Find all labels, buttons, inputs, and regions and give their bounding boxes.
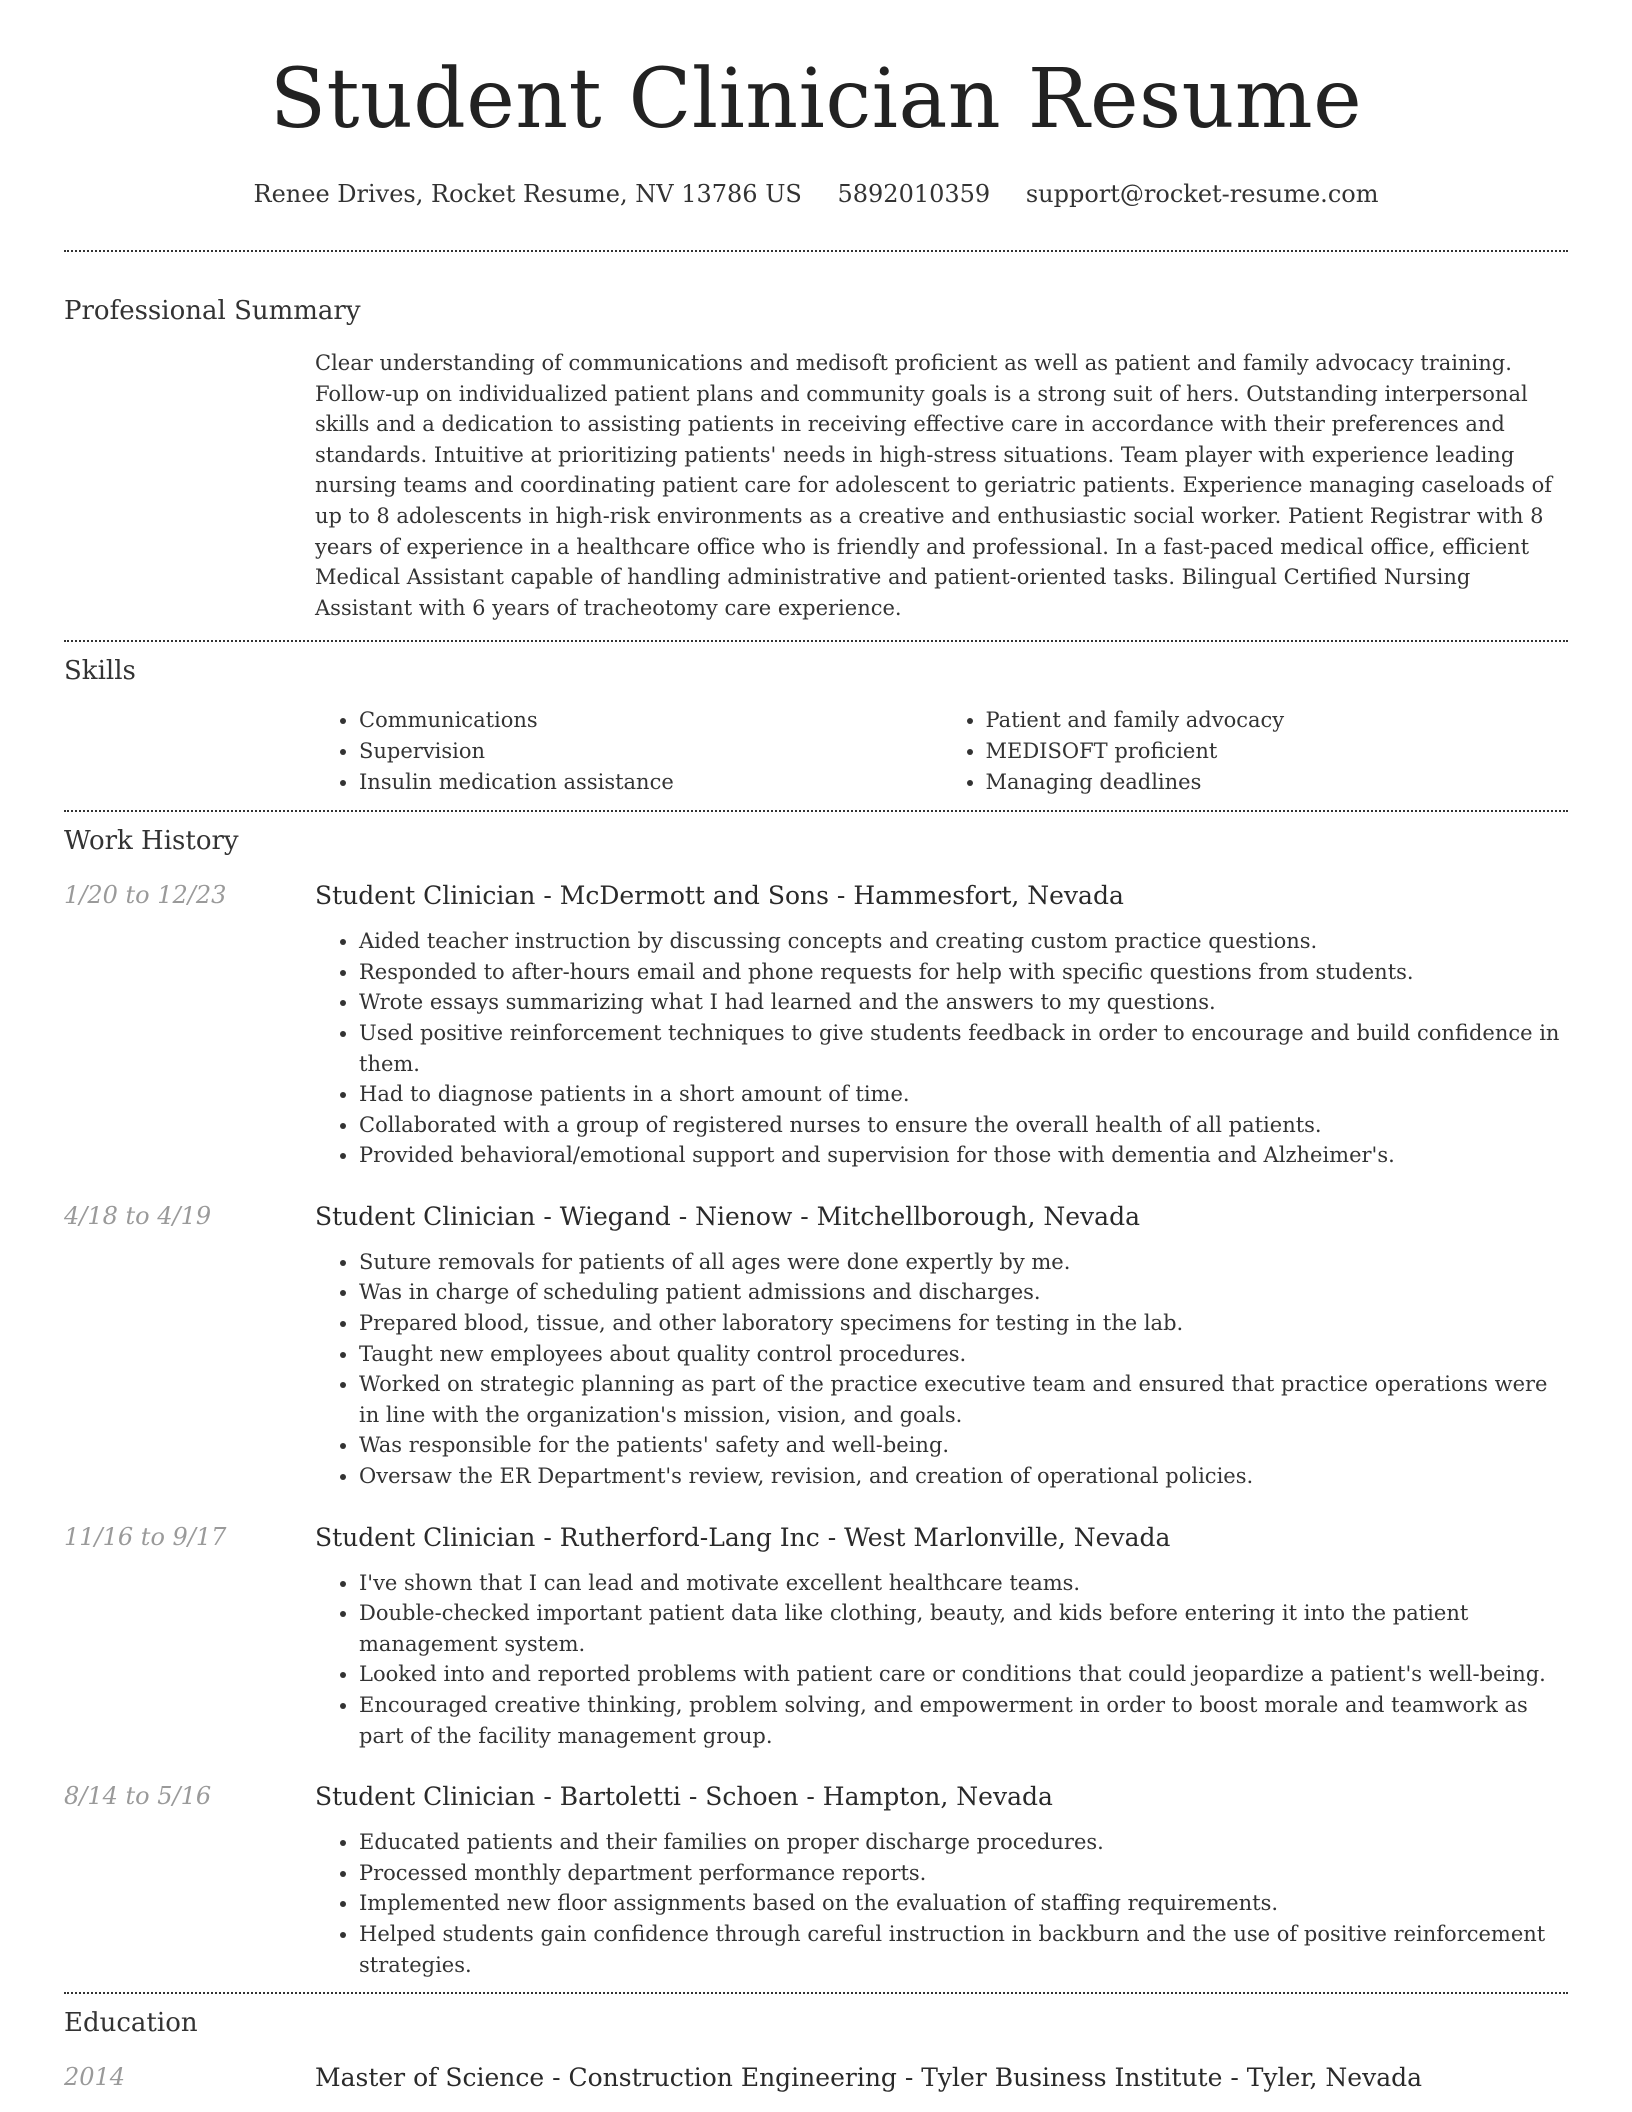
education-title: Master of Science - Construction Engineering - Tyler Business Institute - Tyler, Nevada: [315, 2063, 1423, 2093]
contact-address: Renee Drives, Rocket Resume, NV 13786 US: [253, 180, 802, 208]
job-bullet: • Encouraged creative thinking, problem solving, and empowerment in order to boost morale and teamwork as part of the facility management group.: [359, 1690, 1568, 1751]
job-bullet: • Looked into and reported problems with patient care or conditions that could jeopardize a patient's well-being.: [359, 1659, 1568, 1690]
job-title: Student Clinician - Wiegand - Nienow - Mitchellborough, Nevada: [315, 1201, 1140, 1231]
job-bullet: • Aided teacher instruction by discussing concepts and creating custom practice questions.: [359, 926, 1568, 957]
job-bullet: • Was in charge of scheduling patient admissions and discharges.: [359, 1277, 1568, 1308]
education-entry: [64, 2062, 1568, 2094]
summary-text: Clear understanding of communications and medisoft proficient as well as patient and family advocacy training. Follow-up on individualized patient plans and community goals is a strong suit of hers. Outstanding interpersonal skills and a dedication to assisting patients in receiving effective care in accordance with their preferences and standards. Intuitive at prioritizing patients' needs in high-stress situations. Team player with experience leading nursing teams and coordinating patient care for adolescent to geriatric patients. Experience managing caseloads of up to 8 adolescents in high-risk environments as a creative and enthusiastic social worker. Patient Registrar with 8 years of experience in a healthcare office who is friendly and professional. In a fast-paced medical office, efficient Medical Assistant capable of handling administrative and patient-oriented tasks. Bilingual Certified Nursing Assistant with 6 years of tracheotomy care experience.: [315, 351, 1553, 620]
contact-phone: 5892010359: [837, 180, 991, 208]
contact-line: [64, 178, 1568, 210]
skills-list: [315, 705, 1568, 797]
job-bullet: • Implemented new floor assignments based on the evaluation of staffing requirements.: [359, 1888, 1568, 1919]
job-entry: [64, 1781, 1568, 1980]
resume-title: Student Clinician Resume: [269, 52, 1363, 147]
summary-section: [64, 294, 1568, 623]
job-bullet: • Processed monthly department performance reports.: [359, 1858, 1568, 1889]
divider: [64, 810, 1568, 812]
job-bullet: • Used positive reinforcement techniques to give students feedback in order to encourage and build confidence in them.: [359, 1018, 1568, 1079]
job-bullet: • Was responsible for the patients' safety and well-being.: [359, 1430, 1568, 1461]
job-bullet: • Had to diagnose patients in a short amount of time.: [359, 1079, 1568, 1110]
skill-item: • Communications: [359, 705, 942, 736]
job-bullet: • Worked on strategic planning as part of the practice executive team and ensured that practice operations were in line with the organization's mission, vision, and goals.: [359, 1369, 1568, 1430]
job-bullet: • Responded to after-hours email and phone requests for help with specific questions from students.: [359, 957, 1568, 988]
job-title: Student Clinician - Bartoletti - Schoen - Hampton, Nevada: [315, 1782, 1053, 1812]
skills-column-left: [315, 705, 942, 797]
job-title: Student Clinician - McDermott and Sons - Hammesfort, Nevada: [315, 881, 1124, 911]
education-section: [64, 2006, 1568, 2094]
skill-item: • Patient and family advocacy: [986, 705, 1569, 736]
education-year: 2014: [64, 2063, 126, 2092]
job-dates: 4/18 to 4/19: [64, 1201, 212, 1230]
resume-page: [64, 0, 1568, 2094]
skill-item: • Managing deadlines: [986, 767, 1569, 798]
job-bullet: • Prepared blood, tissue, and other laboratory specimens for testing in the lab.: [359, 1308, 1568, 1339]
job-entry: [64, 1201, 1568, 1492]
job-bullets: [315, 926, 1568, 1171]
job-bullet: • Double-checked important patient data like clothing, beauty, and kids before entering it into the patient management system.: [359, 1598, 1568, 1659]
work-history-section: [64, 824, 1568, 1980]
divider: [64, 250, 1568, 252]
job-bullet: • Provided behavioral/emotional support and supervision for those with dementia and Alzheimer's.: [359, 1140, 1568, 1171]
skill-item: • MEDISOFT proficient: [986, 736, 1569, 767]
job-entry: [64, 880, 1568, 1171]
skill-item: • Supervision: [359, 736, 942, 767]
divider: [64, 640, 1568, 642]
job-bullet: • Oversaw the ER Department's review, revision, and creation of operational policies.: [359, 1461, 1568, 1492]
contact-email: support@rocket-resume.com: [1025, 180, 1379, 208]
job-bullet: • Collaborated with a group of registered nurses to ensure the overall health of all patients.: [359, 1110, 1568, 1141]
job-bullets: [315, 1568, 1568, 1752]
job-bullet: • I've shown that I can lead and motivate excellent healthcare teams.: [359, 1568, 1568, 1599]
section-heading-skills: Skills: [64, 656, 136, 687]
job-dates: 1/20 to 12/23: [64, 881, 227, 910]
divider: [64, 1992, 1568, 1994]
job-entry: [64, 1522, 1568, 1752]
job-bullets: [315, 1827, 1568, 1980]
skills-section: [64, 654, 1568, 797]
job-dates: 8/14 to 5/16: [64, 1782, 212, 1811]
section-heading-education: Education: [64, 2008, 198, 2039]
job-bullet: • Helped students gain confidence through careful instruction in backburn and the use of positive reinforcement strategies.: [359, 1919, 1568, 1980]
skills-column-right: [942, 705, 1569, 797]
job-bullet: • Suture removals for patients of all ages were done expertly by me.: [359, 1247, 1568, 1278]
job-bullet: • Wrote essays summarizing what I had learned and the answers to my questions.: [359, 987, 1568, 1018]
job-title: Student Clinician - Rutherford-Lang Inc - West Marlonville, Nevada: [315, 1522, 1171, 1552]
job-bullet: • Educated patients and their families on proper discharge procedures.: [359, 1827, 1568, 1858]
section-heading-work: Work History: [64, 826, 239, 857]
section-heading-summary: Professional Summary: [64, 296, 361, 326]
job-bullet: • Taught new employees about quality control procedures.: [359, 1339, 1568, 1370]
skill-item: • Insulin medication assistance: [359, 767, 942, 798]
job-dates: 11/16 to 9/17: [64, 1522, 227, 1551]
job-bullets: [315, 1247, 1568, 1492]
